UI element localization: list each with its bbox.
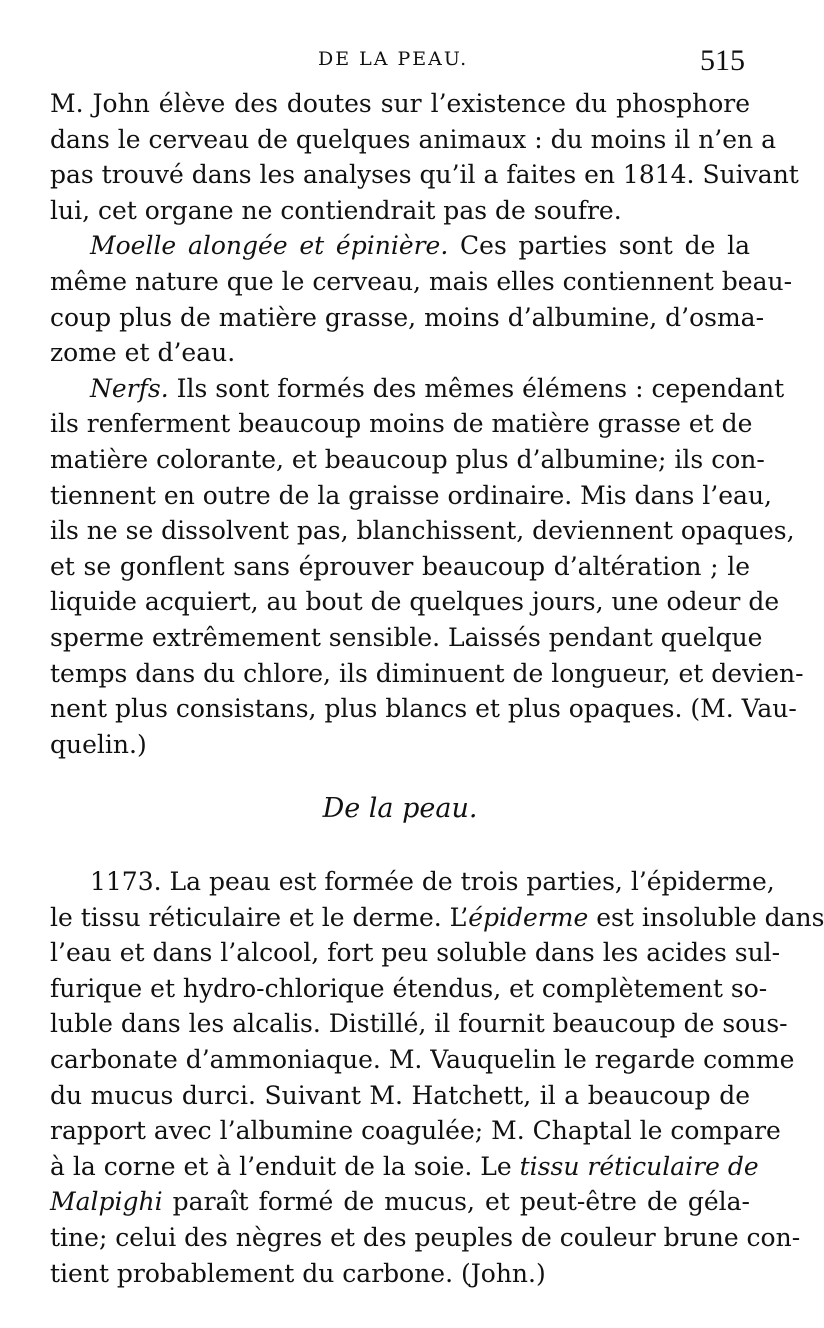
- text-span: paraît formé de mucus, et peut-être de géla-: [162, 1187, 750, 1217]
- text-span: Ils sont formés des mêmes élémens : cependant: [168, 373, 785, 403]
- term-nerfs: Nerfs.: [90, 373, 169, 403]
- text-line: pas trouvé dans les analyses qu’il a faites en 1814. Suivant: [50, 160, 799, 190]
- text-span: est insoluble dans: [588, 902, 824, 932]
- text-span: à la corne et à l’enduit de la soie. Le: [50, 1151, 520, 1181]
- text-line: liquide acquiert, au bout de quelques jours, une odeur de: [50, 587, 780, 617]
- text-line: tine; celui des nègres et des peuples de couleur brune con-: [50, 1222, 801, 1252]
- text-line: carbonate d’ammoniaque. M. Vauquelin le regarde comme: [50, 1044, 795, 1074]
- text-line: du mucus durci. Suivant M. Hatchett, il a beaucoup de: [50, 1080, 750, 1110]
- section-skin-text: [50, 864, 824, 1291]
- term-tissu-reticulaire: tissu réticulaire de: [519, 1151, 759, 1181]
- text-line: [50, 1149, 759, 1185]
- text-line: 1173. La peau est formée de trois parties, l’épiderme,: [90, 867, 775, 896]
- text-line: tient probablement du carbone. (John.): [50, 1258, 546, 1288]
- text-line: même nature que le cerveau, mais elles contiennent beau-: [50, 266, 793, 296]
- text-line: tiennent en outre de la graisse ordinaire. Mis dans l’eau,: [50, 480, 772, 510]
- section-heading: De la peau.: [322, 793, 478, 824]
- text-line: coup plus de matière grasse, moins d’albumine, d’osma-: [50, 302, 765, 332]
- text-line: sperme extrêmement sensible. Laissés pendant quelque: [50, 622, 763, 652]
- text-line: M. John élève des doutes sur l’existence du phosphore: [50, 89, 750, 118]
- text-line: [50, 900, 824, 936]
- text-span: le tissu réticulaire et le derme. L’: [50, 902, 469, 932]
- text-line: [50, 228, 750, 264]
- text-line: zome et d’eau.: [50, 338, 236, 368]
- text-line: [50, 1184, 750, 1220]
- term-moelle: Moelle alongée et épinière.: [90, 231, 449, 261]
- text-line: nent plus consistans, plus blancs et plus opaques. (M. Vau-: [50, 694, 797, 724]
- text-line: l’eau et dans l’alcool, fort peu soluble dans les acides sul-: [50, 938, 781, 968]
- text-line: lui, cet organe ne contiendrait pas de soufre.: [50, 195, 622, 225]
- text-line: rapport avec l’albumine coagulée; M. Chaptal le compare: [50, 1116, 781, 1146]
- page-number: 515: [700, 44, 745, 77]
- text-span: Ces parties sont de la: [448, 231, 750, 261]
- text-line: temps dans du chlore, ils diminuent de longueur, et devien-: [50, 658, 804, 688]
- text-line: ils ne se dissolvent pas, blanchissent, deviennent opaques,: [50, 516, 795, 546]
- term-epiderme: épiderme: [468, 902, 589, 932]
- text-line: luble dans les alcalis. Distillé, il fournit beaucoup de sous-: [50, 1009, 788, 1039]
- text-line: ils renferment beaucoup moins de matière grasse et de: [50, 409, 753, 439]
- text-line: furique et hydro-chlorique étendus, et complètement so-: [50, 973, 768, 1003]
- running-title: DE LA PEAU.: [318, 48, 469, 70]
- term-malpighi: Malpighi: [50, 1187, 163, 1217]
- text-line: quelin.): [50, 729, 147, 759]
- text-line: [50, 371, 785, 407]
- text-line: matière colorante, et beaucoup plus d’albumine; ils con-: [50, 444, 765, 474]
- text-line: dans le cerveau de quelques animaux : du moins il n’en a: [50, 124, 777, 154]
- text-line: et se gonflent sans éprouver beaucoup d’altération ; le: [50, 551, 750, 581]
- running-head: [0, 44, 800, 84]
- section-brain-nerves-text: [50, 86, 804, 762]
